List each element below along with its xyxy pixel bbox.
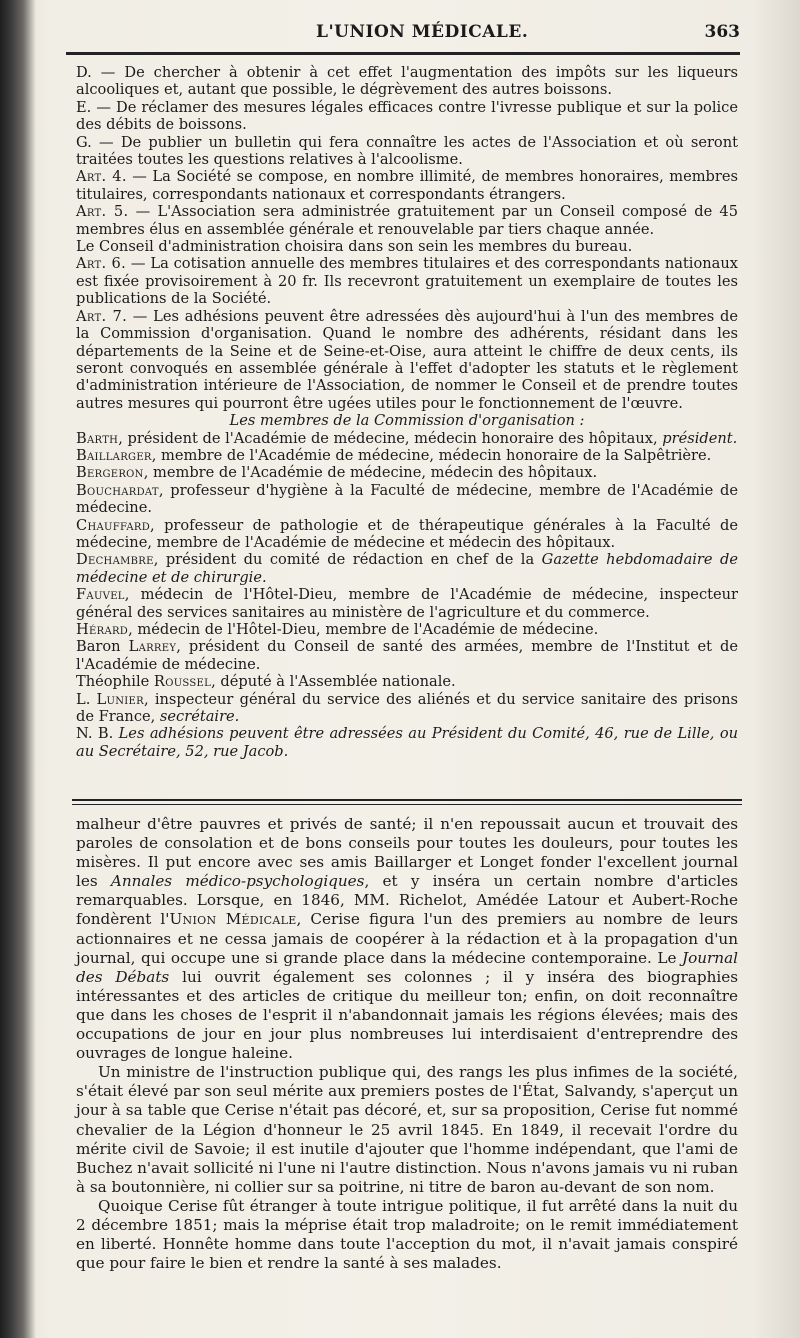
- page-number: 363: [704, 22, 740, 42]
- member-name: Baillarger: [76, 446, 152, 464]
- biography-text: [76, 815, 738, 1273]
- member-name: Bergeron: [76, 464, 144, 482]
- member-text: , professeur d'hygiène à la Faculté de médecine, membre de l'Académie de médecine.: [76, 481, 738, 517]
- header-rule: [66, 52, 740, 55]
- member-entry: [76, 621, 738, 638]
- member-text: , médecin de l'Hôtel-Dieu, membre de l'Académie de médecine.: [128, 621, 599, 638]
- section-double-rule: [72, 799, 742, 805]
- member-name: Larrey: [128, 638, 177, 656]
- article-5-text: — L'Association sera administrée gratuitement par un Conseil composé de 45 membres élus en assemblée générale et renouvelable par tiers chaque année.: [76, 203, 738, 238]
- member-publication: Gazette hebdomadaire de médecine et de chirurgie.: [76, 551, 738, 586]
- text-run: , et y inséra un certain nombre d'articles remarquables. Lorsque, en 1846, MM. Richelot, Amédée Latour et Aubert-Roche fondèrent l': [76, 872, 738, 929]
- member-name: Fauvel: [76, 586, 125, 604]
- member-name: Dechambre: [76, 551, 154, 569]
- association-statutes: [76, 64, 738, 760]
- member-entry: [76, 551, 738, 586]
- conseil-paragraph: Le Conseil d'administration choisira dans son sein les membres du bureau.: [76, 238, 633, 256]
- member-text: , membre de l'Académie de médecine, médecin honoraire de la Salpêtrière.: [151, 446, 712, 464]
- member-role: président.: [662, 429, 738, 447]
- clause-d: D. — De chercher à obtenir à cet effet l'augmentation des impôts sur les liqueurs alcooliques et, autant que possible, le dégrèvement des autres boissons.: [76, 64, 738, 99]
- article-6: [76, 255, 738, 307]
- member-name: Hérard: [76, 621, 129, 638]
- article-4-label: Art. 4.: [76, 168, 127, 186]
- text-run: lui ouvrit également ses colonnes ; il y inséra des biographies intéressantes et des articles de critique du meilleur ton; enfin, on doit reconnaître que dans les choses de l'esprit il n'abandonnait jamais les régions élevées; mais des occupations de jour en jour plus nombreuses lui interdisaient d'entreprendre des ouvrages de longue haleine.: [76, 967, 738, 1063]
- member-text: , président du Conseil de santé des armées, membre de l'Institut et de l'Académie de médecine.: [76, 638, 738, 673]
- member-entry-lunier: [76, 691, 738, 726]
- article-5-label: Art. 5.: [76, 203, 129, 221]
- member-prefix: Théophile: [76, 673, 154, 691]
- member-entry-larrey: [76, 638, 738, 673]
- member-text: , inspecteur général du service des aliénés et du service sanitaire des prisons de France,: [76, 690, 738, 726]
- member-text: , médecin de l'Hôtel-Dieu, membre de l'Académie de médecine, inspecteur général des services sanitaires au ministère de l'agriculture et du commerce.: [76, 586, 738, 621]
- member-prefix: Baron: [76, 638, 129, 656]
- member-entry: [76, 464, 738, 481]
- nota-bene-label: N. B.: [76, 725, 114, 743]
- biography-paragraph-2: Un ministre de l'instruction publique qui, des rangs les plus infimes de la société, s'était élevé par son seul mérite aux premiers postes de l'État, Salvandy, s'aperçut un jour à sa table que Cerise n'était pas décoré, et, sur sa proposition, Cerise fut nommé chevalier de la Légion d'honneur le 25 avril 1845. En 1849, il recevait l'ordre du mérite civil de Savoie; il est inutile d'ajouter que l'homme indépendant, que l'ami de Buchez n'avait sollicité ni l'une ni l'autre distinction. Nous n'avons jamais vu ni ruban à sa boutonnière, ni collier sur sa poitrine, ni titre de baron au-devant de son nom.: [76, 1063, 738, 1196]
- article-6-text: — La cotisation annuelle des membres titulaires et des correspondants nationaux est fixée provisoirement à 20 fr. Ils recevront gratuitement un exemplaire de toutes les publications de la Société.: [76, 255, 738, 308]
- member-role: secrétaire.: [159, 708, 240, 726]
- member-text: , député à l'Assemblée nationale.: [211, 673, 456, 691]
- running-title: L'UNION MÉDICALE.: [316, 22, 529, 42]
- member-name: Roussel: [153, 673, 212, 691]
- article-5: [76, 203, 738, 238]
- member-entry: [76, 517, 738, 552]
- journal-title-union: Union Médicale: [169, 910, 297, 929]
- member-entry: [76, 482, 738, 517]
- article-7: [76, 308, 738, 412]
- page-header: [76, 22, 740, 50]
- text-run: malheur d'être pauvres et privés de santé; il n'en repoussait aucun et trouvait des paroles de consolation et de bons conseils pour toutes les douleurs, pour toutes les misères. Il put encore avec ses amis Baillarger et Longet fonder l'excellent journal les: [76, 815, 738, 891]
- journal-title-annales: Annales médico-psychologiques: [110, 872, 365, 891]
- member-entry: [76, 430, 738, 447]
- article-4: [76, 168, 738, 203]
- article-7-text: — Les adhésions peuvent être adressées dès aujourd'hui à l'un des membres de la Commission d'organisation. Quand le nombre des adhérents, résidant dans les départements de la Seine et de Seine-et-Oise, aura atteint le chiffre de deux cents, ils seront convoqués en assemblée générale à l'effet d'adopter les statuts et le règlement d'administration intérieure de l'Association, de nommer le Conseil et de prendre toutes autres mesures qui pourront être ugées utiles pour le fonctionnement de l'œuvre.: [76, 307, 738, 412]
- commission-heading: Les membres de la Commission d'organisation :: [229, 412, 585, 430]
- clause-g: G. — De publier un bulletin qui fera connaître les actes de l'Association et où seront traitées toutes les questions relatives à l'alcoolisme.: [76, 133, 738, 169]
- member-text: , président du comité de rédaction en chef de la: [153, 551, 542, 569]
- journal-title-debats: Journal des Débats: [76, 948, 738, 986]
- member-prefix: L.: [76, 690, 97, 708]
- article-4-text: — La Société se compose, en nombre illimité, de membres honoraires, membres titulaires, correspondants nationaux et correspondants étrangers.: [76, 168, 738, 203]
- text-run: , Cerise figura l'un des premiers au nombre de leurs actionnaires et ne cessa jamais de coopérer à la rédaction et à la propagation d'un journal, qui occupe une si grande place dans la médecine contemporaine. Le: [76, 910, 738, 967]
- member-text: , professeur de pathologie et de thérapeutique générales à la Faculté de médecine, membre de l'Académie de médecine et médecin des hôpitaux.: [76, 516, 738, 551]
- article-6-label: Art. 6.: [76, 255, 127, 273]
- nota-bene-text: Les adhésions peuvent être adressées au Président du Comité, 46, rue de Lille, ou au Secrétaire, 52, rue Jacob.: [76, 725, 739, 760]
- member-entry: [76, 447, 738, 464]
- article-7-label: Art. 7.: [76, 307, 128, 325]
- member-name: Barth: [76, 429, 119, 447]
- member-name: Lunier: [96, 690, 144, 708]
- member-text: , membre de l'Académie de médecine, médecin des hôpitaux.: [143, 464, 598, 482]
- clause-e: E. — De réclamer des mesures légales efficaces contre l'ivresse publique et sur la police des débits de boissons.: [76, 98, 738, 134]
- member-text: , président de l'Académie de médecine, médecin honoraire des hôpitaux,: [118, 429, 663, 447]
- member-list: [76, 430, 738, 726]
- member-entry-roussel: [76, 673, 738, 690]
- member-name: Bouchardat: [76, 481, 159, 499]
- biography-paragraph-3: Quoique Cerise fût étranger à toute intrigue politique, il fut arrêté dans la nuit du 2 décembre 1851; mais la méprise était trop maladroite; on le remit immédiatement en liberté. Honnête homme dans toute l'acception du mot, il n'avait jamais conspiré que pour faire le bien et rendre la santé à ses malades.: [76, 1196, 738, 1273]
- member-name: Chauffard: [76, 516, 151, 534]
- nota-bene: [76, 725, 738, 760]
- member-entry: [76, 586, 738, 621]
- biography-paragraph-1: [76, 815, 738, 1063]
- book-spine-shadow: [0, 0, 36, 1338]
